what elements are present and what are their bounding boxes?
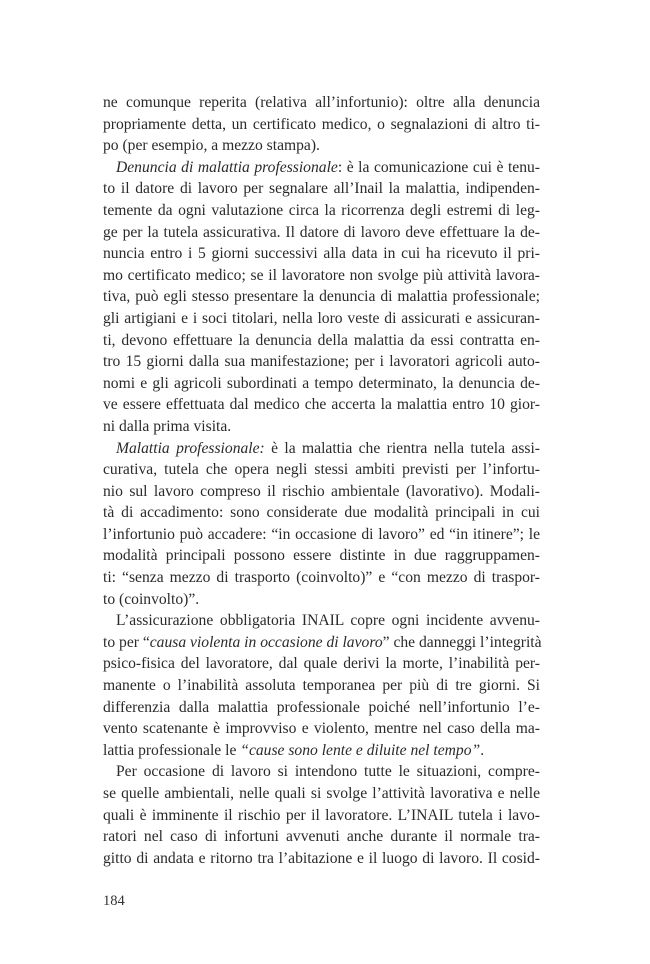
paragraph-start: Malattia professionale: è la malattia che rientra nella tutela assi-: [116, 439, 540, 457]
text-line: nio sul lavoro compreso il rischio ambientale (lavorativo). Modali-: [103, 482, 540, 500]
body-text: [103, 92, 540, 869]
text-line: propriamente detta, un certificato medico, o segnalazioni di altro ti-: [103, 115, 540, 133]
text-line: ti, devono effettuare la denuncia della malattia da essi contratta en-: [103, 331, 540, 349]
text-line: psico-fisica del lavoratore, dal quale derivi la morte, l’inabilità per-: [103, 655, 540, 673]
paragraph-start: Denuncia di malattia professionale: è la comunicazione cui è tenu-: [116, 158, 540, 176]
text-line: ne comunque reperita (relativa all’infortunio): oltre alla denuncia: [103, 94, 540, 111]
text-line: ti: “senza mezzo di trasporto (coinvolto)” e “con mezzo di traspor-: [103, 569, 540, 587]
text-line: ge per la tutela assicurativa. Il datore di lavoro deve effettuare la de-: [103, 223, 540, 241]
term-label: Malattia professionale:: [116, 439, 265, 457]
text-line: curativa, tutela che opera negli stessi ambiti previsti per l’infortu-: [103, 461, 540, 479]
text-line: tro 15 giorni dalla sua manifestazione; per i lavoratori agricoli auto-: [103, 353, 540, 371]
page-number: 184: [103, 893, 125, 909]
text-line: gli artigiani e i soci titolari, nella loro veste di assicurati e assicuran-: [103, 309, 540, 327]
text-line: to (coinvolto)”.: [103, 590, 200, 608]
paragraph-start: Per occasione di lavoro si intendono tutte le situazioni, compre-: [116, 763, 540, 781]
text-line: quali è imminente il rischio per il lavoratore. L’INAIL tutela i lavo-: [103, 806, 540, 824]
paragraph-start: L’assicurazione obbligatoria INAIL copre ogni incidente avvenu-: [116, 612, 540, 630]
text-line: to il datore di lavoro per segnalare all’Inail la malattia, indipenden-: [103, 180, 540, 198]
text-line: ratori nel caso di infortuni avvenuti anche durante il normale tra-: [103, 828, 540, 846]
text-line: ni dalla prima visita.: [103, 417, 232, 435]
text-line: tà di accadimento: sono considerate due modalità principali in cui: [103, 504, 540, 522]
text-line: nuncia entro i 5 giorni successivi alla data in cui ha ricevuto il pri-: [103, 245, 540, 263]
text-line: differenzia dalla malattia professionale poiché nell’infortunio l’e-: [103, 698, 540, 716]
term-label: Denuncia di malattia professionale: [116, 158, 338, 176]
text-line: mo certificato medico; se il lavoratore non svolge più attività lavora-: [103, 266, 540, 284]
text-line: po (per esempio, a mezzo stampa).: [103, 137, 320, 155]
quoted-phrase: “cause sono lente e diluite nel tempo”: [240, 741, 481, 759]
text-line: modalità principali possono essere distinte in due raggruppamen-: [103, 547, 540, 565]
text-line: to per “causa violenta in occasione di lavoro” che danneggi l’integrità: [103, 633, 542, 651]
text-line: manente o l’inabilità assoluta temporanea per più di tre giorni. Si: [103, 677, 540, 695]
text-line: vento scatenante è improvviso e violento, mentre nel caso della ma-: [103, 720, 540, 738]
text-line: gitto di andata e ritorno tra l’abitazione e il luogo di lavoro. Il cosid-: [103, 849, 540, 867]
text-line: lattia professionale le “cause sono lente e diluite nel tempo”.: [103, 741, 485, 759]
text-line: ve essere effettuata dal medico che accerta la malattia entro 10 gior-: [103, 396, 540, 414]
text-line: l’infortunio può accadere: “in occasione di lavoro” ed “in itinere”; le: [103, 525, 540, 543]
text-line: nomi e gli agricoli subordinati a tempo determinato, la denuncia de-: [103, 374, 540, 392]
text-line: tiva, può egli stesso presentare la denuncia di malattia professionale;: [103, 288, 540, 306]
text-line: temente da ogni valutazione circa la ricorrenza degli estremi di leg-: [103, 201, 540, 219]
quoted-phrase: causa violenta in occasione di lavoro: [149, 633, 383, 651]
text-line: se quelle ambientali, nelle quali si svolge l’attività lavorativa e nelle: [103, 785, 540, 802]
